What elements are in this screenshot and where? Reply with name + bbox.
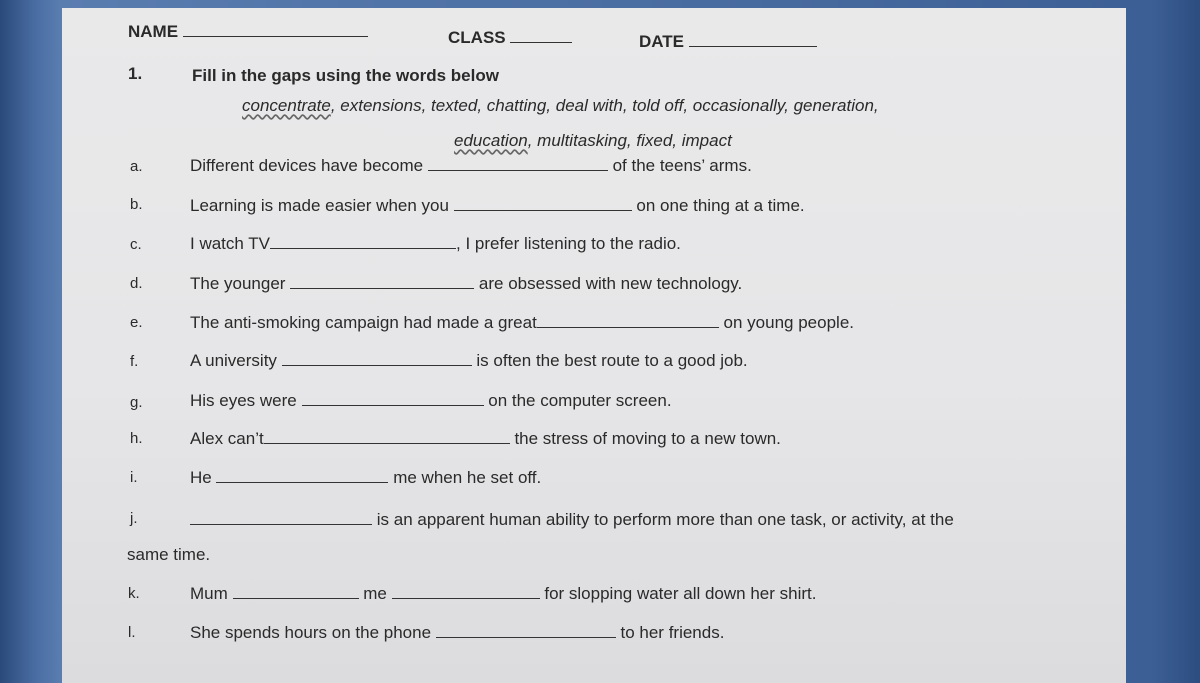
list-item xyxy=(190,156,752,176)
item-text-before: She spends hours on the phone xyxy=(190,623,432,642)
gap-field[interactable] xyxy=(216,468,388,483)
item-text-before: He xyxy=(190,468,212,487)
gap-field[interactable] xyxy=(264,429,510,444)
class-field[interactable] xyxy=(510,28,572,43)
gap-field[interactable] xyxy=(302,391,484,406)
item-text-before: The anti-smoking campaign had made a great xyxy=(190,313,537,332)
list-item xyxy=(190,391,672,411)
list-item xyxy=(190,274,742,294)
name-label: NAME xyxy=(128,22,179,41)
word-bank-first-word: concentrate xyxy=(242,96,331,115)
item-label: e. xyxy=(130,314,143,331)
item-label: h. xyxy=(130,430,143,447)
item-text-after: , I prefer listening to the radio. xyxy=(456,234,681,253)
date-field[interactable] xyxy=(689,32,817,47)
class-row xyxy=(448,28,572,48)
name-field[interactable] xyxy=(183,22,368,37)
exercise-number: 1. xyxy=(128,64,143,83)
item-text-before: Alex can’t xyxy=(190,429,264,448)
item-text-after: for slopping water all down her shirt. xyxy=(544,584,817,603)
list-item xyxy=(190,313,854,333)
gap-field[interactable] xyxy=(190,510,372,525)
item-text-after: on the computer screen. xyxy=(488,391,672,410)
gap-field[interactable] xyxy=(436,623,616,638)
item-text-before: Learning is made easier when you xyxy=(190,196,449,215)
word-bank-words: , extensions, texted, chatting, deal with, told off, occasionally, generation, xyxy=(330,96,879,115)
list-item xyxy=(190,510,954,530)
gap-field[interactable] xyxy=(233,584,359,599)
item-text-after: to her friends. xyxy=(620,623,725,642)
item-continuation: same time. xyxy=(127,545,211,564)
item-text-after: on young people. xyxy=(723,313,854,332)
gap-field[interactable] xyxy=(537,313,719,328)
item-text-before: Mum xyxy=(190,584,228,603)
item-text-after: me when he set off. xyxy=(393,468,542,487)
class-label: CLASS xyxy=(448,28,506,47)
item-label: g. xyxy=(130,394,143,411)
date-label: DATE xyxy=(639,32,685,51)
item-text-after: the stress of moving to a new town. xyxy=(514,429,781,448)
item-label: k. xyxy=(128,585,140,602)
item-text-after: on one thing at a time. xyxy=(636,196,805,215)
item-label: a. xyxy=(130,158,143,175)
gap-field[interactable] xyxy=(282,351,472,366)
item-label: j. xyxy=(130,510,138,527)
worksheet xyxy=(62,8,1126,683)
word-bank-first-word-2: education xyxy=(454,131,528,150)
item-text-middle: me xyxy=(363,584,387,603)
item-text-before: The younger xyxy=(190,274,286,293)
list-item xyxy=(190,623,724,643)
list-item xyxy=(190,584,816,604)
item-text-after: are obsessed with new technology. xyxy=(478,274,743,293)
item-label: b. xyxy=(130,196,143,213)
item-text-before: I watch TV xyxy=(190,234,270,253)
gap-field[interactable] xyxy=(454,196,632,211)
item-text-before: Different devices have become xyxy=(190,156,424,175)
date-row xyxy=(639,32,817,52)
item-label: f. xyxy=(130,353,139,370)
list-item xyxy=(190,196,805,216)
item-text-after: is an apparent human ability to perform more than one task, or activity, at the xyxy=(376,510,954,529)
item-label: d. xyxy=(130,275,143,292)
gap-field[interactable] xyxy=(392,584,540,599)
gap-field[interactable] xyxy=(290,274,474,289)
word-bank-line-2 xyxy=(454,131,732,151)
item-text-before: A university xyxy=(190,351,277,370)
word-bank-words-2: , multitasking, fixed, impact xyxy=(527,131,732,150)
word-bank-line-1 xyxy=(242,96,879,116)
gap-field[interactable] xyxy=(270,234,456,249)
name-row xyxy=(128,22,368,42)
item-label: i. xyxy=(130,469,138,486)
item-label: c. xyxy=(130,236,142,253)
exercise-instruction: Fill in the gaps using the words below xyxy=(192,66,499,85)
item-text-after: is often the best route to a good job. xyxy=(476,351,748,370)
list-item xyxy=(190,468,541,488)
item-text-before: His eyes were xyxy=(190,391,297,410)
item-text-after: of the teens’ arms. xyxy=(612,156,752,175)
list-item xyxy=(190,429,781,449)
list-item xyxy=(190,351,748,371)
gap-field[interactable] xyxy=(428,156,608,171)
list-item xyxy=(190,234,681,254)
item-label: l. xyxy=(128,624,136,641)
